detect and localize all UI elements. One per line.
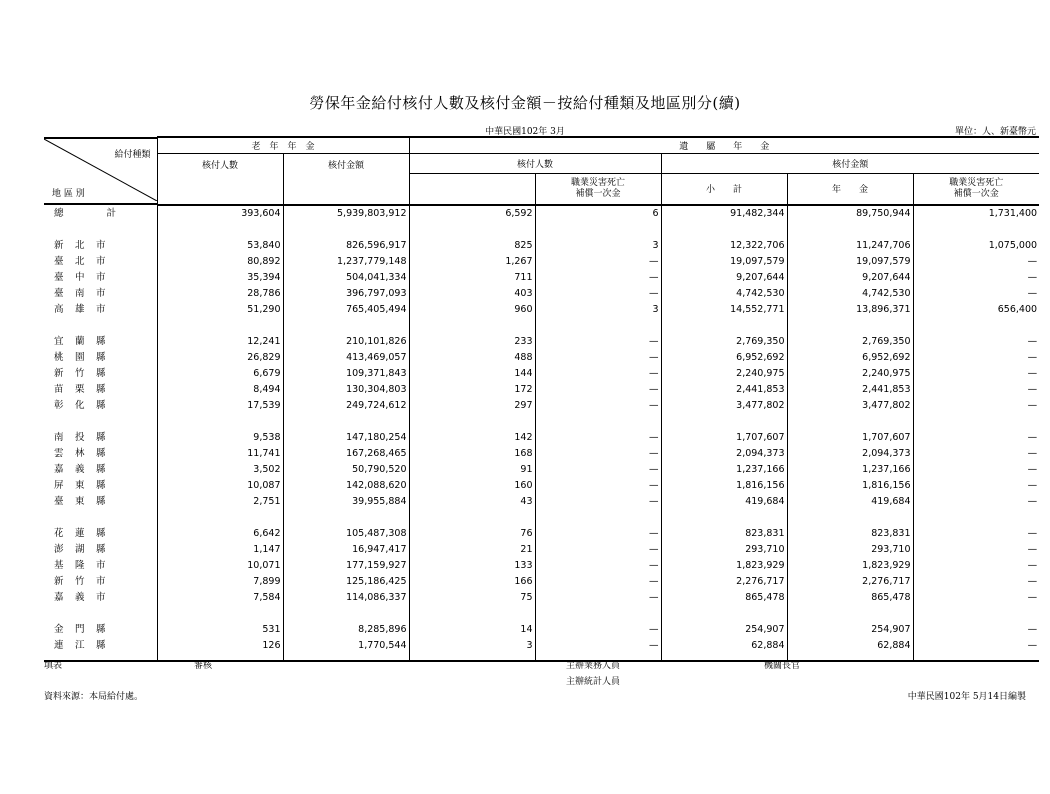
value-cell: 233 — [409, 334, 535, 350]
value-cell: — — [913, 430, 1039, 446]
unit-label: 單位：人、新臺幣元 — [954, 127, 1036, 137]
value-cell: — — [913, 382, 1039, 398]
spacer-cell — [409, 606, 535, 622]
value-cell: — — [535, 382, 661, 398]
closing-cell — [913, 654, 1039, 661]
value-cell: 3 — [409, 638, 535, 654]
spacer-cell — [913, 318, 1039, 334]
value-cell: 2,094,373 — [787, 446, 913, 462]
value-cell: 2,769,350 — [661, 334, 787, 350]
value-cell: 823,831 — [787, 526, 913, 542]
spacer-cell — [44, 510, 157, 526]
value-cell: 109,371,843 — [283, 366, 409, 382]
value-cell: 765,405,494 — [283, 302, 409, 318]
value-cell: 297 — [409, 398, 535, 414]
value-cell: 35,394 — [157, 270, 283, 286]
report-title: 勞保年金給付核付人數及核付金額－按給付種類及地區別分(續) — [309, 94, 741, 112]
value-cell: 51,290 — [157, 302, 283, 318]
spacer-cell — [535, 222, 661, 238]
value-cell: 167,268,465 — [283, 446, 409, 462]
footer-reviewed-by: 審核 — [194, 661, 213, 671]
spacer-cell — [157, 510, 283, 526]
table-row — [44, 398, 1039, 414]
value-cell: 133 — [409, 558, 535, 574]
region-cell: 宜 蘭 縣 — [54, 336, 107, 347]
value-cell: 419,684 — [787, 494, 913, 510]
table-row — [44, 430, 1039, 446]
value-cell: 80,892 — [157, 254, 283, 270]
spacer-cell — [409, 414, 535, 430]
value-cell: 1,731,400 — [913, 205, 1039, 222]
value-cell: — — [913, 590, 1039, 606]
value-cell: 1,707,607 — [787, 430, 913, 446]
spacer-cell — [661, 318, 787, 334]
spacer-cell — [409, 222, 535, 238]
value-cell: 2,751 — [157, 494, 283, 510]
value-cell: 142,088,620 — [283, 478, 409, 494]
value-cell: — — [913, 446, 1039, 462]
value-cell: 2,769,350 — [787, 334, 913, 350]
value-cell: 19,097,579 — [787, 254, 913, 270]
table-row — [44, 558, 1039, 574]
spacer-cell — [283, 414, 409, 430]
value-cell: — — [913, 478, 1039, 494]
header-old-age-annuity: 老 年 年 金 — [157, 137, 409, 153]
header-survivor-count-occupational — [535, 173, 661, 205]
region-cell: 花 蓮 縣 — [54, 528, 107, 539]
spacer-cell — [661, 222, 787, 238]
value-cell: 62,884 — [661, 638, 787, 654]
value-cell: — — [913, 398, 1039, 414]
value-cell: 2,240,975 — [661, 366, 787, 382]
value-cell: — — [535, 366, 661, 382]
value-cell: 2,276,717 — [787, 574, 913, 590]
table-row — [44, 334, 1039, 350]
value-cell: 1,770,544 — [283, 638, 409, 654]
value-cell: — — [535, 446, 661, 462]
value-cell: — — [535, 590, 661, 606]
value-cell: 91,482,344 — [661, 205, 787, 222]
header-count-occ-line2: 補償一次金 — [575, 188, 621, 199]
value-cell: — — [535, 638, 661, 654]
report-date: 中華民國102年 3月 — [485, 127, 565, 137]
value-cell: 168 — [409, 446, 535, 462]
spacer-cell — [535, 414, 661, 430]
value-cell: 393,604 — [157, 205, 283, 222]
value-cell: — — [535, 558, 661, 574]
value-cell: — — [913, 638, 1039, 654]
value-cell: 656,400 — [913, 302, 1039, 318]
corner-bottom-label: 地 區 別 — [52, 189, 85, 199]
value-cell: — — [913, 558, 1039, 574]
header-amount-occ-line1: 職業災害死亡 — [949, 177, 1004, 188]
value-cell: 53,840 — [157, 238, 283, 254]
value-cell: 1,237,166 — [661, 462, 787, 478]
value-cell: 1,237,779,148 — [283, 254, 409, 270]
value-cell: 177,159,927 — [283, 558, 409, 574]
table-row — [44, 302, 1039, 318]
value-cell: 11,247,706 — [787, 238, 913, 254]
table-row — [44, 478, 1039, 494]
value-cell: 6,679 — [157, 366, 283, 382]
value-cell: 2,441,853 — [661, 382, 787, 398]
region-cell: 嘉 義 縣 — [54, 464, 107, 475]
value-cell: — — [535, 254, 661, 270]
header-count-occ-line1: 職業災害死亡 — [571, 177, 626, 188]
region-cell: 新 竹 縣 — [54, 368, 107, 379]
spacer-row — [44, 510, 1039, 526]
value-cell: 6,952,692 — [787, 350, 913, 366]
value-cell: — — [535, 574, 661, 590]
value-cell: 2,094,373 — [661, 446, 787, 462]
value-cell: 89,750,944 — [787, 205, 913, 222]
footer-compiled-date: 中華民國102年 5月14日編製 — [907, 692, 1026, 702]
value-cell: 254,907 — [787, 622, 913, 638]
value-cell: 254,907 — [661, 622, 787, 638]
value-cell: 125,186,425 — [283, 574, 409, 590]
value-cell: 147,180,254 — [283, 430, 409, 446]
value-cell: 249,724,612 — [283, 398, 409, 414]
value-cell: 3 — [535, 302, 661, 318]
value-cell: 91 — [409, 462, 535, 478]
value-cell: 11,741 — [157, 446, 283, 462]
header-old-age-amount: 核付金額 — [283, 153, 409, 205]
value-cell: 114,086,337 — [283, 590, 409, 606]
spacer-cell — [283, 510, 409, 526]
value-cell: 865,478 — [661, 590, 787, 606]
region-cell: 南 投 縣 — [54, 432, 107, 443]
spacer-cell — [787, 222, 913, 238]
value-cell: 6 — [535, 205, 661, 222]
value-cell: 9,538 — [157, 430, 283, 446]
spacer-cell — [787, 414, 913, 430]
value-cell: 823,831 — [661, 526, 787, 542]
value-cell: 43 — [409, 494, 535, 510]
value-cell: 13,896,371 — [787, 302, 913, 318]
closing-cell — [787, 654, 913, 661]
value-cell: 403 — [409, 286, 535, 302]
spacer-cell — [913, 510, 1039, 526]
value-cell: 1,075,000 — [913, 238, 1039, 254]
region-cell: 嘉 義 市 — [54, 592, 107, 603]
value-cell: 28,786 — [157, 286, 283, 302]
value-cell: 21 — [409, 542, 535, 558]
footer-stats-officer: 主辦統計人員 — [566, 677, 621, 687]
value-cell: 105,487,308 — [283, 526, 409, 542]
value-cell: — — [535, 542, 661, 558]
value-cell: — — [535, 270, 661, 286]
spacer-cell — [44, 222, 157, 238]
spacer-cell — [535, 606, 661, 622]
closing-cell — [157, 654, 283, 661]
header-survivor-amount: 核付金額 — [661, 153, 1039, 173]
spacer-cell — [535, 510, 661, 526]
value-cell: 960 — [409, 302, 535, 318]
value-cell: 17,539 — [157, 398, 283, 414]
header-amount-occ-line2: 補償一次金 — [953, 188, 999, 199]
spacer-cell — [157, 606, 283, 622]
value-cell: 14,552,771 — [661, 302, 787, 318]
region-cell: 高 雄 市 — [54, 304, 107, 315]
table-row — [44, 462, 1039, 478]
table-row — [44, 350, 1039, 366]
value-cell: — — [913, 574, 1039, 590]
header-survivor-amount-occupational — [913, 173, 1039, 205]
value-cell: — — [913, 462, 1039, 478]
value-cell: 9,207,644 — [787, 270, 913, 286]
value-cell: 1,707,607 — [661, 430, 787, 446]
value-cell: 126 — [157, 638, 283, 654]
spacer-cell — [157, 318, 283, 334]
value-cell: 2,240,975 — [787, 366, 913, 382]
value-cell: — — [913, 494, 1039, 510]
value-cell: 7,899 — [157, 574, 283, 590]
value-cell: — — [535, 350, 661, 366]
value-cell: — — [535, 526, 661, 542]
value-cell: 396,797,093 — [283, 286, 409, 302]
region-cell: 連 江 縣 — [54, 640, 107, 651]
value-cell: 5,939,803,912 — [283, 205, 409, 222]
value-cell: 50,790,520 — [283, 462, 409, 478]
value-cell: 865,478 — [787, 590, 913, 606]
value-cell: — — [535, 334, 661, 350]
region-cell: 金 門 縣 — [54, 624, 107, 635]
spacer-cell — [44, 318, 157, 334]
value-cell: 1,267 — [409, 254, 535, 270]
table-row — [44, 238, 1039, 254]
spacer-cell — [661, 606, 787, 622]
table-row — [44, 590, 1039, 606]
value-cell: 14 — [409, 622, 535, 638]
header-survivor-annuity-amount: 年 金 — [787, 173, 913, 205]
value-cell: 16,947,417 — [283, 542, 409, 558]
spacer-row — [44, 222, 1039, 238]
value-cell: — — [535, 494, 661, 510]
footer-business-officer: 主辦業務人員 — [566, 661, 621, 671]
spacer-cell — [913, 414, 1039, 430]
value-cell: 10,087 — [157, 478, 283, 494]
spacer-cell — [787, 606, 913, 622]
table-row — [44, 446, 1039, 462]
header-survivor-subtotal: 小 計 — [661, 173, 787, 205]
value-cell: — — [913, 366, 1039, 382]
header-corner — [44, 137, 157, 205]
value-cell: — — [913, 286, 1039, 302]
spacer-cell — [913, 606, 1039, 622]
table-row — [44, 382, 1039, 398]
corner-top-label: 給付種類 — [114, 150, 151, 160]
region-cell: 臺 東 縣 — [54, 496, 107, 507]
value-cell: 26,829 — [157, 350, 283, 366]
spacer-cell — [44, 606, 157, 622]
value-cell: 3 — [535, 238, 661, 254]
header-old-age-count: 核付人數 — [157, 153, 283, 205]
value-cell: 75 — [409, 590, 535, 606]
value-cell: 6,642 — [157, 526, 283, 542]
value-cell: 2,441,853 — [787, 382, 913, 398]
value-cell: 4,742,530 — [661, 286, 787, 302]
value-cell: 144 — [409, 366, 535, 382]
value-cell: 3,477,802 — [661, 398, 787, 414]
value-cell: 130,304,803 — [283, 382, 409, 398]
value-cell: 1,816,156 — [661, 478, 787, 494]
spacer-cell — [283, 318, 409, 334]
spacer-cell — [283, 222, 409, 238]
value-cell: 3,502 — [157, 462, 283, 478]
value-cell: 825 — [409, 238, 535, 254]
value-cell: 419,684 — [661, 494, 787, 510]
header-survivor-count-total — [409, 173, 535, 205]
value-cell: 19,097,579 — [661, 254, 787, 270]
spacer-cell — [661, 414, 787, 430]
spacer-cell — [787, 318, 913, 334]
table-row — [44, 622, 1039, 638]
table-row — [44, 526, 1039, 542]
value-cell: — — [913, 270, 1039, 286]
value-cell: 1,816,156 — [787, 478, 913, 494]
value-cell: — — [535, 478, 661, 494]
statistics-table — [44, 136, 1039, 662]
region-cell: 臺 中 市 — [54, 272, 107, 283]
footer-agency-head: 機關長官 — [764, 661, 801, 671]
closing-cell — [283, 654, 409, 661]
spacer-cell — [787, 510, 913, 526]
region-cell: 總 計 — [54, 207, 118, 219]
value-cell: 39,955,884 — [283, 494, 409, 510]
value-cell: 1,147 — [157, 542, 283, 558]
table-row — [44, 494, 1039, 510]
table-body — [44, 205, 1039, 661]
value-cell: — — [535, 398, 661, 414]
value-cell: 2,276,717 — [661, 574, 787, 590]
header-survivor-annuity: 遺 屬 年 金 — [409, 137, 1039, 153]
value-cell: 160 — [409, 478, 535, 494]
region-cell: 屏 東 縣 — [54, 480, 107, 491]
value-cell: 293,710 — [661, 542, 787, 558]
value-cell: — — [535, 430, 661, 446]
header-survivor-count: 核付人數 — [409, 153, 661, 173]
value-cell: 6,592 — [409, 205, 535, 222]
spacer-row — [44, 414, 1039, 430]
value-cell: 1,823,929 — [661, 558, 787, 574]
table-row — [44, 205, 1039, 222]
region-cell: 苗 栗 縣 — [54, 384, 107, 395]
value-cell: 76 — [409, 526, 535, 542]
value-cell: — — [535, 462, 661, 478]
value-cell: 8,494 — [157, 382, 283, 398]
value-cell: — — [913, 350, 1039, 366]
footer-prepared-by: 填表 — [44, 661, 63, 671]
value-cell: 9,207,644 — [661, 270, 787, 286]
value-cell: 210,101,826 — [283, 334, 409, 350]
spacer-cell — [283, 606, 409, 622]
footer-source: 資料來源：本局給付處。 — [44, 692, 144, 702]
value-cell: 1,237,166 — [787, 462, 913, 478]
closing-cell — [409, 654, 535, 661]
spacer-cell — [157, 414, 283, 430]
value-cell: 10,071 — [157, 558, 283, 574]
value-cell: — — [535, 286, 661, 302]
region-cell: 新 北 市 — [54, 240, 107, 251]
region-cell: 新 竹 市 — [54, 576, 107, 587]
region-cell: 澎 湖 縣 — [54, 544, 107, 555]
value-cell: 4,742,530 — [787, 286, 913, 302]
spacer-cell — [157, 222, 283, 238]
table-row — [44, 542, 1039, 558]
value-cell: — — [535, 622, 661, 638]
spacer-cell — [661, 510, 787, 526]
value-cell: — — [913, 622, 1039, 638]
spacer-cell — [913, 222, 1039, 238]
value-cell: — — [913, 542, 1039, 558]
value-cell: 12,322,706 — [661, 238, 787, 254]
value-cell: — — [913, 254, 1039, 270]
table-row — [44, 286, 1039, 302]
region-cell: 桃 園 縣 — [54, 352, 107, 363]
spacer-cell — [409, 318, 535, 334]
region-cell: 臺 北 市 — [54, 256, 107, 267]
value-cell: 166 — [409, 574, 535, 590]
value-cell: — — [913, 526, 1039, 542]
value-cell: 142 — [409, 430, 535, 446]
value-cell: 711 — [409, 270, 535, 286]
region-cell: 雲 林 縣 — [54, 448, 107, 459]
spacer-row — [44, 318, 1039, 334]
spacer-cell — [535, 318, 661, 334]
value-cell: 293,710 — [787, 542, 913, 558]
table-row — [44, 270, 1039, 286]
region-cell: 彰 化 縣 — [54, 400, 107, 411]
table-row — [44, 574, 1039, 590]
table-row — [44, 254, 1039, 270]
table-row — [44, 366, 1039, 382]
value-cell: 504,041,334 — [283, 270, 409, 286]
value-cell: 62,884 — [787, 638, 913, 654]
value-cell: 6,952,692 — [661, 350, 787, 366]
region-cell: 臺 南 市 — [54, 288, 107, 299]
table-row — [44, 638, 1039, 654]
value-cell: 488 — [409, 350, 535, 366]
value-cell: 12,241 — [157, 334, 283, 350]
value-cell: 172 — [409, 382, 535, 398]
value-cell: 7,584 — [157, 590, 283, 606]
spacer-cell — [409, 510, 535, 526]
region-cell: 基 隆 市 — [54, 560, 107, 571]
value-cell: 826,596,917 — [283, 238, 409, 254]
spacer-cell — [44, 414, 157, 430]
value-cell: 3,477,802 — [787, 398, 913, 414]
value-cell: 8,285,896 — [283, 622, 409, 638]
value-cell: — — [913, 334, 1039, 350]
value-cell: 413,469,057 — [283, 350, 409, 366]
spacer-row — [44, 606, 1039, 622]
value-cell: 1,823,929 — [787, 558, 913, 574]
value-cell: 531 — [157, 622, 283, 638]
